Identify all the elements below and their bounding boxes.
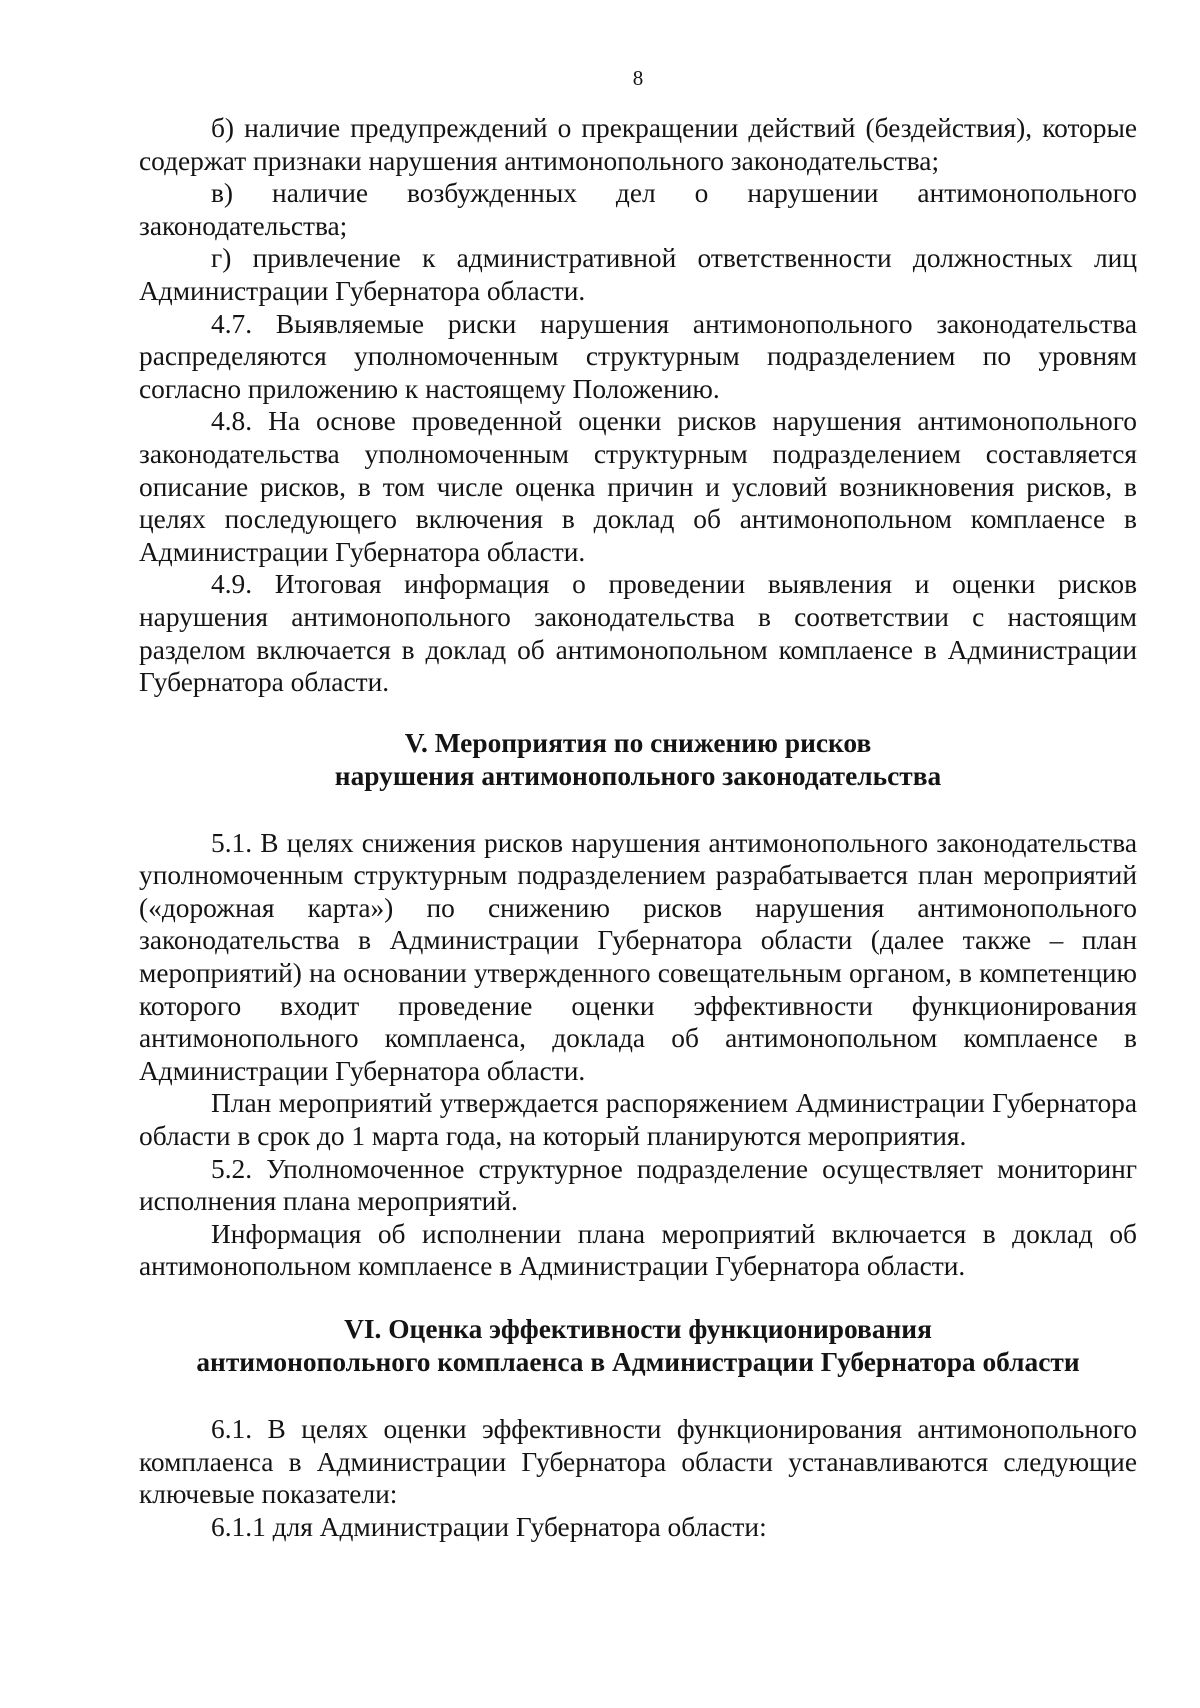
paragraph-5-2: 5.2. Уполномоченное структурное подразделение осуществляет мониторинг исполнения плана мероприятий.: [139, 1153, 1137, 1217]
paragraph-4-9: 4.9. Итоговая информация о проведении выявления и оценки рисков нарушения антимонопольного законодательства в соответствии с настоящим разделом включается в доклад об антимонопольном комплаенсе в Администрации Губернатора области.: [139, 569, 1137, 698]
section-vi-title-line1: VI. Оценка эффективности функционирования: [344, 1314, 932, 1344]
section-v-heading: [139, 727, 1137, 793]
paragraph-4-7: 4.7. Выявляемые риски нарушения антимонопольного законодательства распределяются уполномоченным структурным подразделением по уровням согласно приложению к настоящему Положению.: [139, 308, 1137, 404]
paragraph-v: в) наличие возбужденных дел о нарушении антимонопольного законодательства;: [139, 178, 1137, 241]
paragraph-5-1: 5.1. В целях снижения рисков нарушения антимонопольного законодательства уполномоченным структурным подразделением разрабатывается план мероприятий («дорожная карта») по снижению рисков нарушения антимонопольного законодательства в Администрации Губернатора области (далее также – план мероприятий) на основании утвержденного совещательным органом, в компетенцию которого входит проведение оценки эффективности функционирования антимонопольного комплаенса, доклада об антимонопольном комплаенсе в Администрации Губернатора области.: [139, 827, 1137, 1086]
section-vi-title-line2: антимонопольного комплаенса в Администрации Губернатора области: [196, 1347, 1080, 1377]
paragraph-plan: План мероприятий утверждается распоряжением Администрации Губернатора области в срок до 1 марта года, на который планируются мероприятия.: [139, 1088, 1137, 1152]
section-v-title-line2: нарушения антимонопольного законодательства: [334, 760, 942, 791]
document-body: [139, 112, 1137, 1543]
paragraph-info: Информация об исполнении плана мероприятий включается в доклад об антимонопольном комплаенсе в Администрации Губернатора области.: [139, 1218, 1137, 1282]
paragraph-6-1: 6.1. В целях оценки эффективности функционирования антимонопольного комплаенса в Администрации Губернатора области устанавливаются следующие ключевые показатели:: [139, 1414, 1137, 1510]
paragraph-b: б) наличие предупреждений о прекращении действий (бездействия), которые содержат признаки нарушения антимонопольного законодательства;: [139, 113, 1137, 176]
paragraph-6-1-1: 6.1.1 для Администрации Губернатора области:: [211, 1511, 767, 1542]
paragraph-g: г) привлечение к административной ответственности должностных лиц Администрации Губернатора области.: [139, 243, 1137, 306]
section-vi-heading: [139, 1313, 1137, 1379]
section-v-title-line1: V. Мероприятия по снижению рисков: [404, 727, 872, 758]
page-number: 8: [632, 66, 644, 90]
paragraph-4-8: 4.8. На основе проведенной оценки рисков нарушения антимонопольного законодательства уполномоченным структурным подразделением составляется описание рисков, в том числе оценка причин и условий возникновения рисков, в целях последующего включения в доклад об антимонопольном комплаенсе в Администрации Губернатора области.: [139, 406, 1137, 567]
